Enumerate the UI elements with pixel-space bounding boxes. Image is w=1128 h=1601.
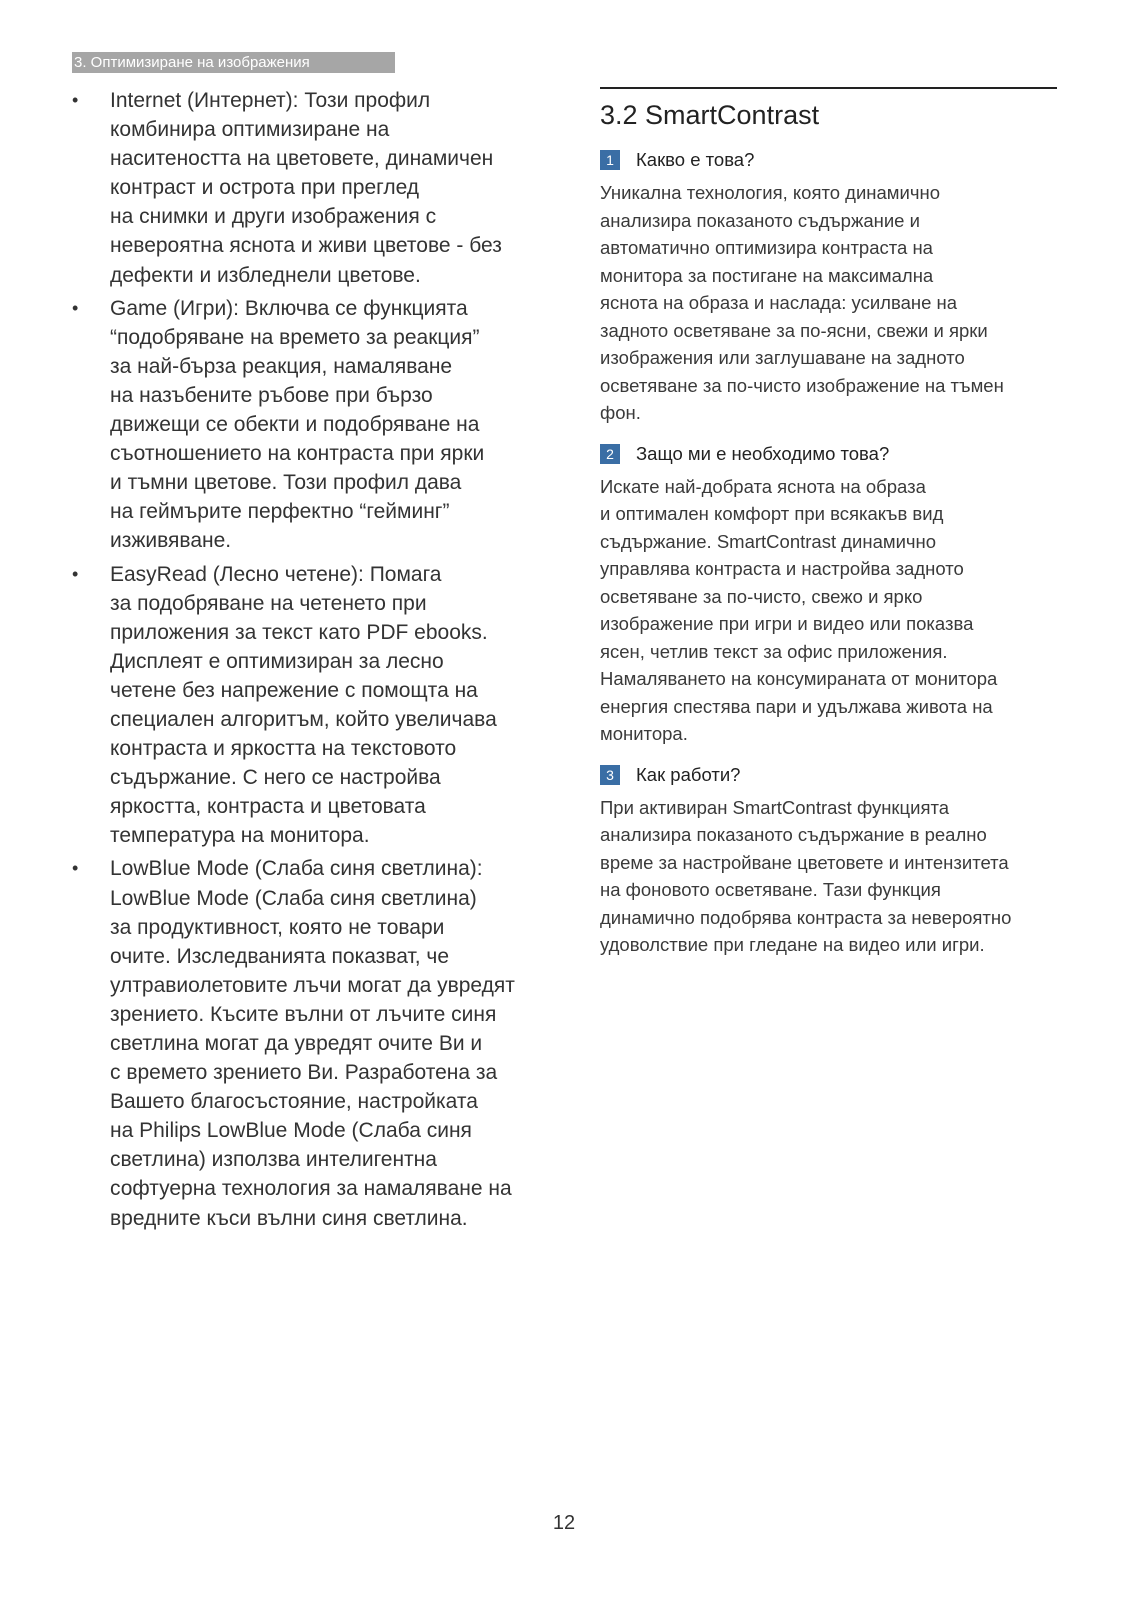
question-section bbox=[600, 147, 1057, 427]
bullet-text-line: светлина могат да увредят очите Ви и bbox=[110, 1032, 483, 1055]
answer-text-line: динамично подобрява контраста за невероятно bbox=[600, 906, 1012, 928]
bullet-text-line: софтуерна технология за намаляване на bbox=[110, 1177, 512, 1201]
answer-paragraph bbox=[600, 794, 1057, 959]
answer-text-line: анализира показаното съдържание и bbox=[600, 209, 920, 231]
answer-text-line: задното осветяване за по-ясни, свежи и ярки bbox=[600, 319, 988, 341]
answer-text-line: осветяване за по-чисто, свежо и ярко bbox=[600, 585, 923, 607]
bullet-text-line: EasyRead (Лесно четене): Помага bbox=[110, 562, 442, 586]
bullet-text-line: за най-бърза реакция, намаляване bbox=[110, 354, 453, 378]
section-title-rule bbox=[600, 87, 1057, 89]
bullet-text-line: за продуктивност, която не товари bbox=[110, 915, 445, 939]
answer-text-line: Уникална технология, която динамично bbox=[600, 182, 941, 203]
bullet-text-line: LowBlue Mode (Слаба синя светлина): bbox=[110, 857, 483, 881]
answer-text-line: Намаляването на консумираната от монитора bbox=[600, 668, 998, 689]
bullet-text-line: ултравиолетовите лъчи могат да увредят bbox=[110, 973, 515, 997]
answer-text-line: удоволствие при гледане на видео или игри. bbox=[600, 934, 985, 955]
bullet-text-line: и тъмни цветове. Този профил дава bbox=[110, 471, 462, 495]
answer-text-line: на фоновото осветяване. Тази функция bbox=[600, 879, 941, 900]
question-title: Какво е това? bbox=[636, 149, 755, 170]
bullet-text-line: на Philips LowBlue Mode (Слаба синя bbox=[110, 1119, 472, 1143]
bullet-text-line: Game (Игри): Включва се функцията bbox=[110, 296, 468, 320]
answer-text-line: монитора. bbox=[600, 723, 688, 744]
bullet-text-line: дефекти и избледнели цветове. bbox=[110, 263, 421, 287]
question-title: Защо ми е необходимо това? bbox=[636, 442, 890, 464]
bullet-item bbox=[72, 86, 542, 290]
bullet-dot-icon: • bbox=[72, 858, 79, 879]
number-badge: 2 bbox=[600, 444, 620, 464]
bullet-item bbox=[72, 560, 542, 851]
bullet-text-line: на снимки и други изображения с bbox=[110, 205, 437, 229]
bullet-text-line: съотношението на контраста при ярки bbox=[110, 442, 485, 466]
answer-text-line: Искате най-добрата яснота на образа bbox=[600, 475, 926, 497]
bullet-text-line: LowBlue Mode (Слаба синя светлина) bbox=[110, 886, 477, 910]
left-column bbox=[72, 86, 542, 1237]
answer-text-line: При активиран SmartContrast функцията bbox=[600, 796, 950, 818]
bullet-text-line: Вашето благосъстояние, настройката bbox=[110, 1090, 478, 1114]
bullet-text-line: на геймърите перфектно “гейминг” bbox=[110, 500, 450, 524]
question-heading bbox=[600, 441, 1057, 467]
number-badge: 1 bbox=[600, 150, 620, 170]
answer-text-line: съдържание. SmartContrast динамично bbox=[600, 530, 937, 552]
bullet-text-line: Дисплеят е оптимизиран за лесно bbox=[110, 649, 444, 673]
bullet-item bbox=[72, 294, 542, 556]
bullet-text-line: Internet (Интернет): Този профил bbox=[110, 89, 431, 112]
bullet-text-line: контраст и острота при преглед bbox=[110, 176, 420, 200]
bullet-text-line: комбинира оптимизиране на bbox=[110, 118, 390, 142]
bullet-text-line: очите. Изследванията показват, че bbox=[110, 944, 450, 968]
answer-text-line: енергия спестява пари и удължава живота на bbox=[600, 695, 993, 717]
bullet-text-line: зрението. Късите вълни от лъчите синя bbox=[110, 1002, 497, 1026]
bullet-text-line: невероятна яснота и живи цветове - без bbox=[110, 234, 502, 258]
page-number: 12 bbox=[552, 1512, 576, 1534]
bullet-text-line: с времето зрението Ви. Разработена за bbox=[110, 1061, 498, 1085]
answer-text-line: време за настройване цветовете и интензитета bbox=[600, 851, 1009, 873]
bullet-text-line: четене без напрежение с помощта на bbox=[110, 678, 478, 702]
answer-text-line: яснота на образа и наслада: усилване на bbox=[600, 292, 958, 313]
answer-text-line: осветяване за по-чисто изображение на тъмен bbox=[600, 374, 1004, 396]
bullet-text-line: за подобряване на четенето при bbox=[110, 591, 427, 615]
bullet-dot-icon: • bbox=[72, 90, 79, 110]
question-heading bbox=[600, 762, 1057, 788]
answer-text-line: анализира показаното съдържание в реално bbox=[600, 824, 987, 845]
bullet-text-line: яркостта, контраста и цветовата bbox=[110, 795, 426, 819]
answer-text-line: изображения или заглушаване на задното bbox=[600, 347, 965, 368]
answer-text-line: монитора за постигане на максимална bbox=[600, 264, 934, 286]
question-section bbox=[600, 762, 1057, 959]
section-header-tab: 3. Оптимизиране на изображения bbox=[72, 52, 395, 73]
bullet-text-line: движещи се обекти и подобряване на bbox=[110, 413, 480, 437]
bullet-dot-icon: • bbox=[72, 297, 79, 318]
right-column bbox=[600, 87, 1057, 959]
answer-text-line: ясен, четлив текст за офис приложения. bbox=[600, 640, 948, 662]
answer-paragraph bbox=[600, 179, 1057, 427]
bullet-text-line: “подобряване на времето за реакция” bbox=[110, 325, 480, 349]
number-badge: 3 bbox=[600, 765, 620, 785]
question-heading bbox=[600, 147, 1057, 173]
bullet-text-line: контраста и яркостта на текстовото bbox=[110, 737, 457, 761]
question-title: Как работи? bbox=[636, 763, 741, 785]
profile-bullet-list bbox=[72, 86, 542, 1233]
answer-paragraph bbox=[600, 473, 1057, 748]
answer-text-line: управлява контраста и настройва задното bbox=[600, 558, 964, 579]
bullet-text-line: специален алгоритъм, който увеличава bbox=[110, 707, 497, 731]
answer-text-line: фон. bbox=[600, 402, 641, 423]
answer-text-line: изображение при игри и видео или показва bbox=[600, 613, 974, 634]
answer-text-line: и оптимален комфорт при всякакъв вид bbox=[600, 503, 944, 524]
bullet-dot-icon: • bbox=[72, 563, 79, 584]
section-title: 3.2 SmartContrast bbox=[600, 100, 820, 130]
bullet-text-line: наситеността на цветовете, динамичен bbox=[110, 147, 494, 171]
bullet-text-line: приложения за текст като PDF ebooks. bbox=[110, 620, 488, 644]
bullet-text-line: съдържание. С него се настройва bbox=[110, 766, 441, 790]
bullet-text-line: на назъбените ръбове при бързо bbox=[110, 383, 433, 407]
bullet-text-line: изживяване. bbox=[110, 529, 232, 553]
bullet-text-line: температура на монитора. bbox=[110, 824, 370, 848]
question-list bbox=[600, 147, 1057, 959]
bullet-item bbox=[72, 854, 542, 1232]
bullet-text-line: светлина) използва интелигентна bbox=[110, 1148, 437, 1172]
bullet-text-line: вредните къси вълни синя светлина. bbox=[110, 1206, 468, 1230]
question-section bbox=[600, 441, 1057, 748]
answer-text-line: автоматично оптимизира контраста на bbox=[600, 237, 933, 258]
